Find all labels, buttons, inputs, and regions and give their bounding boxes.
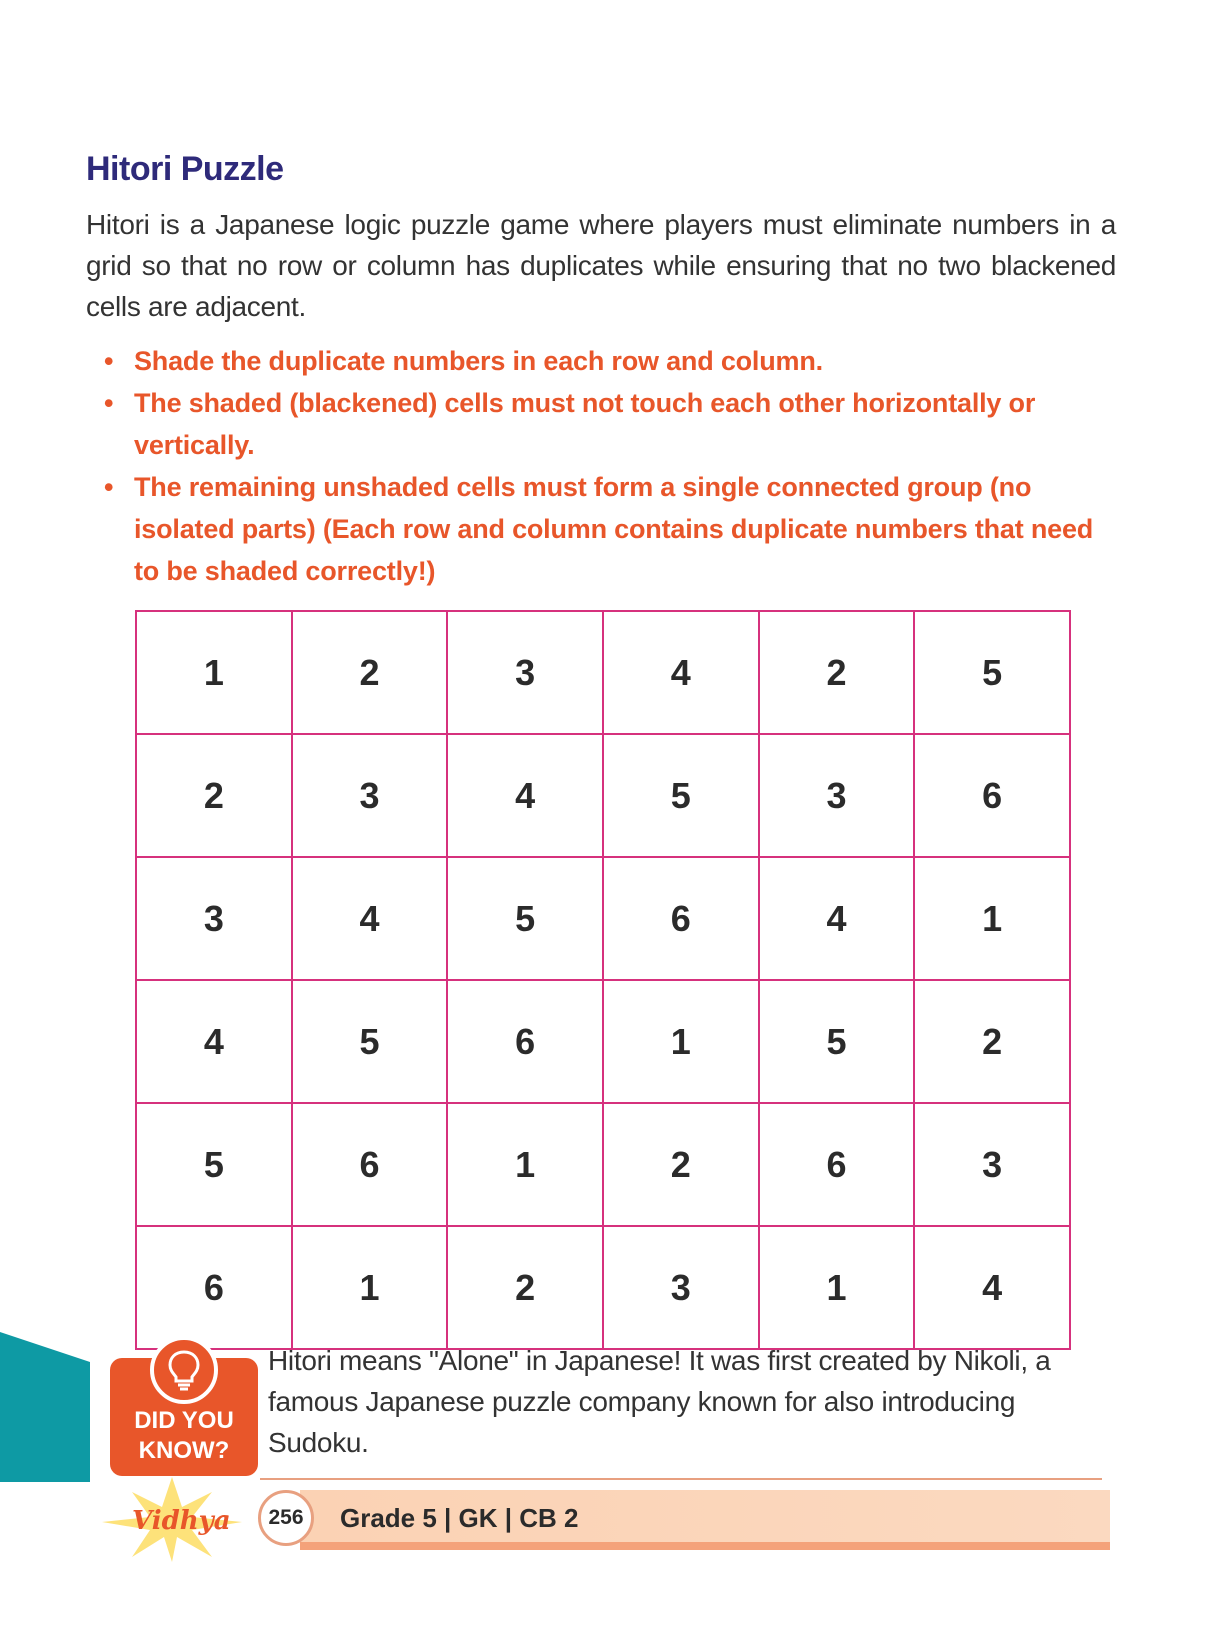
grid-row xyxy=(136,980,1070,1103)
grid-cell[interactable]: 3 xyxy=(447,611,603,734)
grid-cell[interactable]: 1 xyxy=(136,611,292,734)
grid-cell[interactable]: 4 xyxy=(292,857,448,980)
did-you-know-label: DID YOU KNOW? xyxy=(134,1407,234,1464)
grid-cell[interactable]: 4 xyxy=(759,857,915,980)
grid-cell[interactable]: 5 xyxy=(136,1103,292,1226)
grid-cell[interactable]: 6 xyxy=(603,857,759,980)
grid-cell[interactable]: 1 xyxy=(603,980,759,1103)
grid-cell[interactable]: 5 xyxy=(914,611,1070,734)
vidhya-logo: Vidhya xyxy=(132,1506,231,1536)
grid-cell[interactable]: 2 xyxy=(136,734,292,857)
did-you-know-text: Hitori means "Alone" in Japanese! It was first created by Nikoli, a famous Japanese puzzle company known for also introducing Sudoku. xyxy=(268,1345,1051,1458)
rule-item: • The remaining unshaded cells must form a single connected group (no isolated parts) (Each row and column contains duplicate numbers that need to be shaded correctly!) xyxy=(104,472,1094,586)
grid-cell[interactable]: 1 xyxy=(759,1226,915,1349)
grid-cell[interactable]: 2 xyxy=(292,611,448,734)
grid-cell[interactable]: 3 xyxy=(292,734,448,857)
grid-cell[interactable]: 1 xyxy=(447,1103,603,1226)
grid-cell[interactable]: 4 xyxy=(447,734,603,857)
grid-cell[interactable]: 4 xyxy=(136,980,292,1103)
grid-cell[interactable]: 6 xyxy=(136,1226,292,1349)
grid-cell[interactable]: 5 xyxy=(447,857,603,980)
grid-cell[interactable]: 6 xyxy=(914,734,1070,857)
divider xyxy=(260,1478,1102,1480)
grid-cell[interactable]: 2 xyxy=(759,611,915,734)
grid-cell[interactable]: 1 xyxy=(292,1226,448,1349)
grid-cell[interactable]: 3 xyxy=(136,857,292,980)
grid-cell[interactable]: 3 xyxy=(914,1103,1070,1226)
lightbulb-icon xyxy=(150,1336,218,1404)
grid-cell[interactable]: 2 xyxy=(914,980,1070,1103)
page-number: 256 xyxy=(258,1490,314,1546)
decorative-teal-shape xyxy=(0,1332,90,1482)
grid-cell[interactable]: 2 xyxy=(447,1226,603,1349)
grid-row xyxy=(136,734,1070,857)
grid-cell[interactable]: 2 xyxy=(603,1103,759,1226)
rule-item: • Shade the duplicate numbers in each row and column. xyxy=(104,346,823,376)
intro-paragraph: Hitori is a Japanese logic puzzle game where players must eliminate numbers in a grid so that no row or column has duplicates while ensuring that no two blackened cells are adjacent. xyxy=(86,209,1116,322)
grid-cell[interactable]: 3 xyxy=(759,734,915,857)
grid-row xyxy=(136,1226,1070,1349)
footer-bar-stripe xyxy=(300,1542,1110,1550)
grid-cell[interactable]: 5 xyxy=(292,980,448,1103)
grid-cell[interactable]: 4 xyxy=(603,611,759,734)
grid-row xyxy=(136,857,1070,980)
grid-cell[interactable]: 6 xyxy=(759,1103,915,1226)
grid-cell[interactable]: 1 xyxy=(914,857,1070,980)
grid-cell[interactable]: 6 xyxy=(447,980,603,1103)
grid-cell[interactable]: 3 xyxy=(603,1226,759,1349)
grid-row xyxy=(136,611,1070,734)
grid-row xyxy=(136,1103,1070,1226)
grid-cell[interactable]: 4 xyxy=(914,1226,1070,1349)
rule-item: • The shaded (blackened) cells must not touch each other horizontally or vertically. xyxy=(104,388,1036,460)
grid-cell[interactable]: 5 xyxy=(603,734,759,857)
page-title: Hitori Puzzle xyxy=(86,150,284,188)
footer-label: Grade 5 | GK | CB 2 xyxy=(340,1503,579,1533)
grid-cell[interactable]: 5 xyxy=(759,980,915,1103)
rules-list xyxy=(100,340,1120,592)
hitori-grid xyxy=(135,610,1071,1350)
grid-cell[interactable]: 6 xyxy=(292,1103,448,1226)
